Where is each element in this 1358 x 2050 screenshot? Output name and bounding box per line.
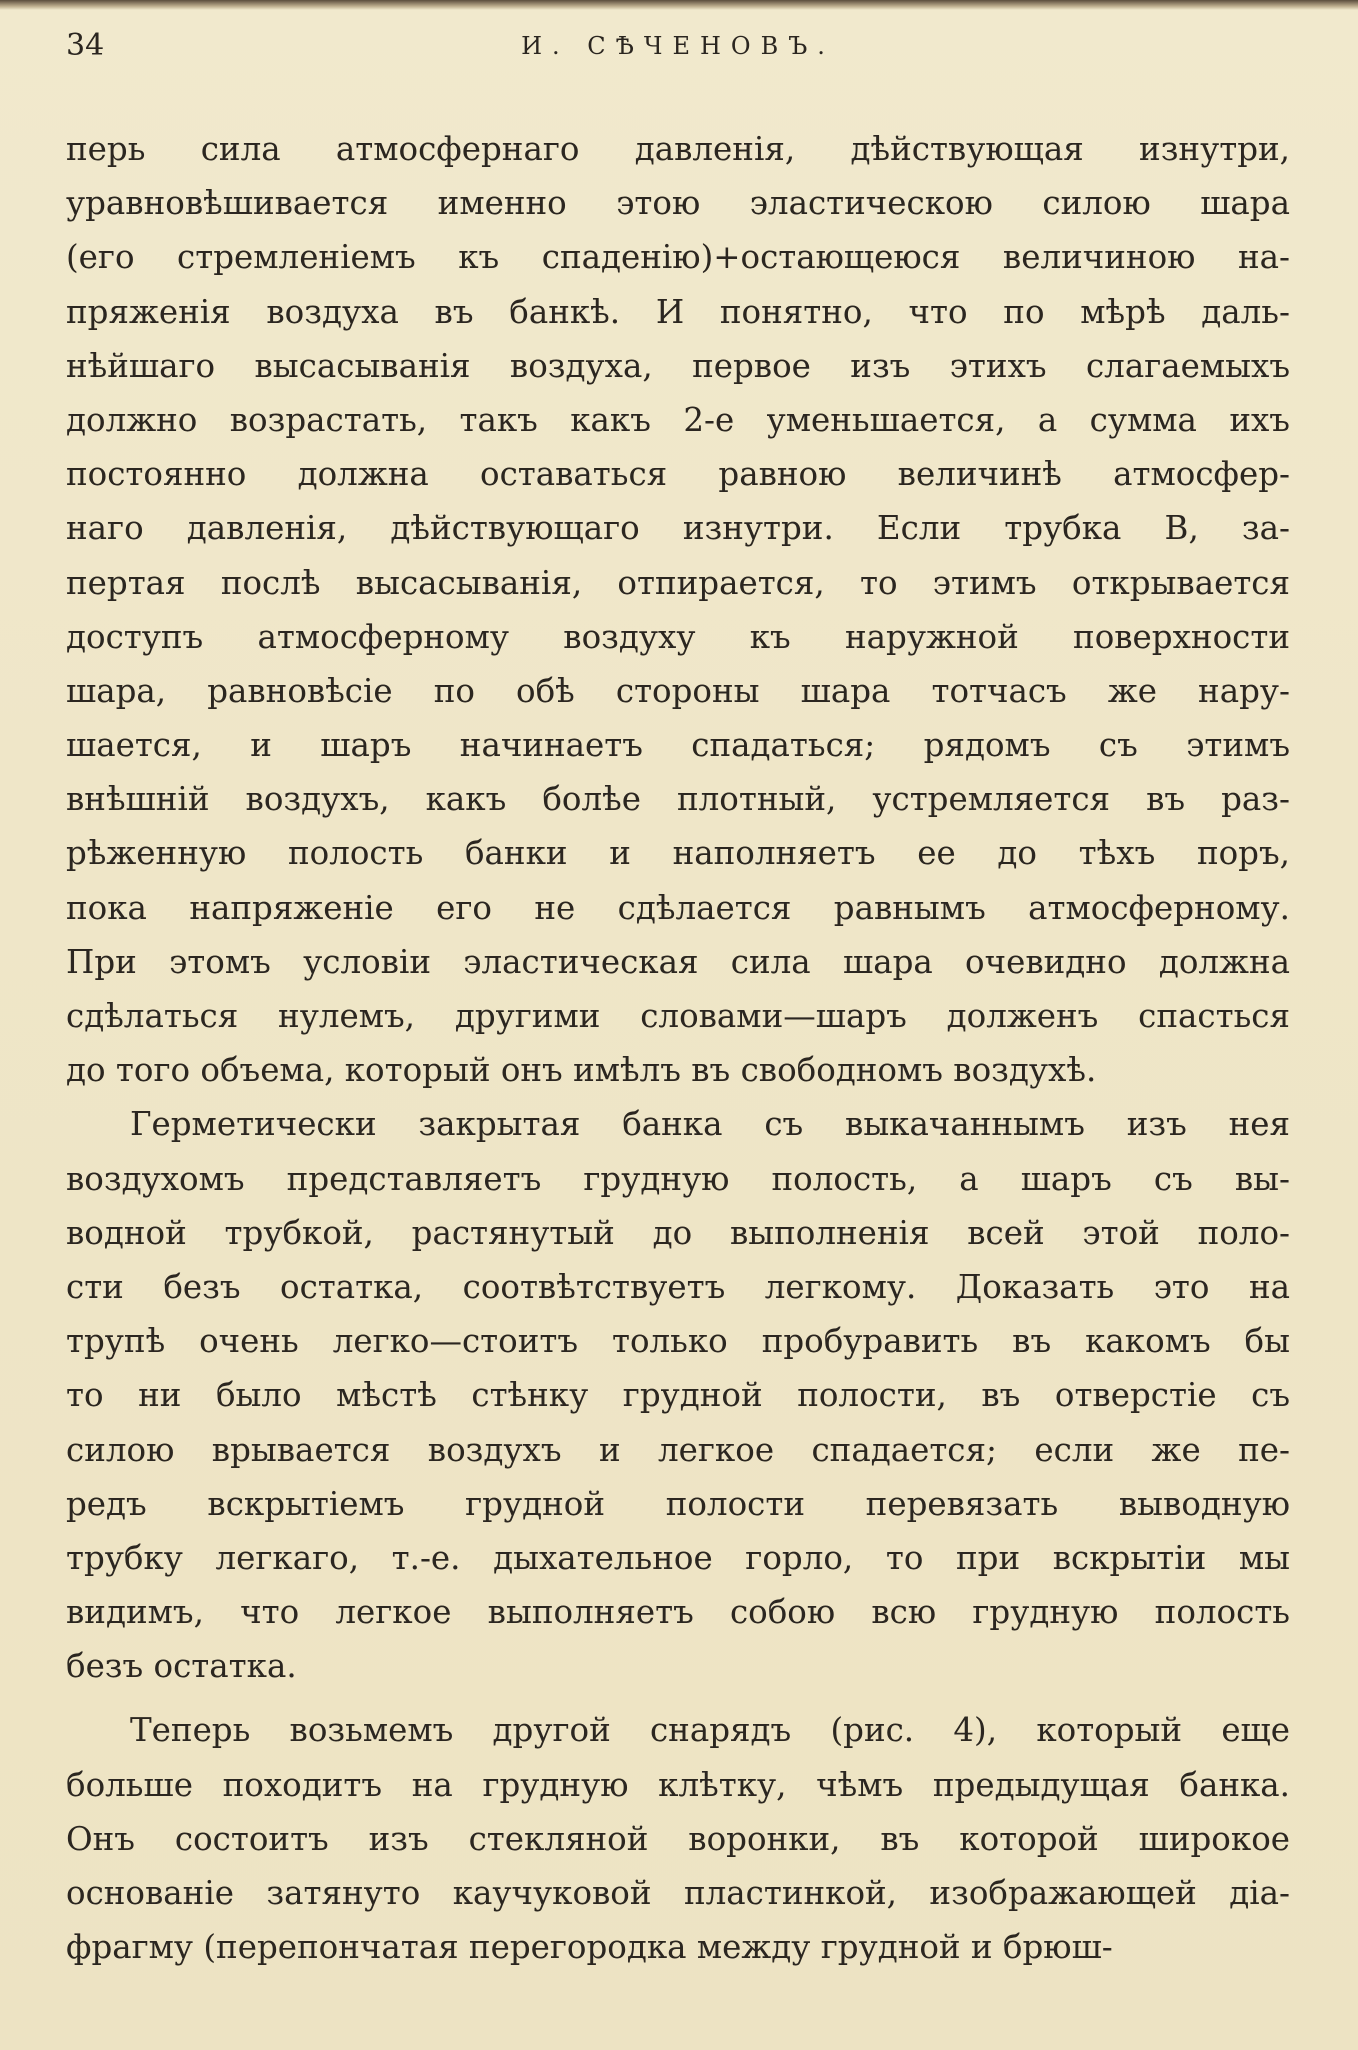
text-line: безъ остатка.	[66, 1647, 297, 1686]
text-line: редъ вскрытіемъ грудной полости перевязать выводную	[66, 1484, 1290, 1523]
text-line: силою врывается воздухъ и легкое спадается; если же пе-	[66, 1430, 1290, 1469]
text-line: Теперь возьмемъ другой снарядъ (рис. 4), который еще	[130, 1711, 1290, 1750]
text-line: сдѣлаться нулемъ, другими словами—шаръ долженъ спасться	[66, 997, 1290, 1035]
text-line: трупѣ очень легко—стоитъ только пробуравить въ какомъ бы	[66, 1322, 1290, 1361]
text-line: шается, и шаръ начинаетъ спадаться; рядомъ съ этимъ	[66, 726, 1290, 765]
text-line: постоянно должна оставаться равною величинѣ атмосфер-	[66, 455, 1290, 494]
text-line: то ни было мѣстѣ стѣнку грудной полости, въ отверстіе съ	[66, 1376, 1290, 1415]
page-top-edge	[0, 0, 1358, 10]
text-line: до того объема, который онъ имѣлъ въ свободномъ воздухѣ.	[66, 1051, 1097, 1090]
text-line: внѣшній воздухъ, какъ болѣе плотный, устремляется въ раз-	[66, 780, 1290, 819]
paragraph	[66, 122, 1290, 1097]
text-line: нѣйшаго высасыванія воздуха, первое изъ этихъ слагаемыхъ	[66, 346, 1290, 385]
text-line: фрагму (перепончатая перегородка между грудной и брюш-	[66, 1928, 1113, 1967]
text-line: пертая послѣ высасыванія, отпирается, то этимъ открывается	[66, 563, 1290, 602]
text-line: перь сила атмосфернаго давленія, дѣйствующая изнутри,	[66, 130, 1290, 168]
text-line: должно возрастать, такъ какъ 2-е уменьшается, а сумма ихъ	[66, 400, 1290, 439]
page-header	[66, 26, 1290, 66]
text-line: шара, равновѣсіе по обѣ стороны шара тотчасъ же нару-	[66, 671, 1290, 710]
text-line: рѣженную полость банки и наполняетъ ее до тѣхъ поръ,	[66, 834, 1290, 873]
paragraph	[66, 1097, 1290, 1693]
text-line: водной трубкой, растянутый до выполненія всей этой поло-	[66, 1213, 1290, 1252]
text-line: трубку легкаго, т.-е. дыхательное горло, то при вскрытіи мы	[66, 1538, 1290, 1577]
paragraph-gap	[66, 1693, 1290, 1703]
text-line: воздухомъ представляетъ грудную полость, а шаръ съ вы-	[66, 1159, 1290, 1198]
text-line: (его стремленіемъ къ спаденію)+остающеюся величиною на-	[66, 238, 1290, 277]
body-text	[66, 122, 1290, 1974]
page-number: 34	[66, 28, 105, 63]
text-line: пряженія воздуха въ банкѣ. И понятно, что по мѣрѣ даль-	[66, 292, 1290, 331]
running-title: И. СѢЧЕНОВЪ.	[521, 32, 835, 60]
text-line: пока напряженіе его не сдѣлается равнымъ атмосферному.	[66, 888, 1290, 927]
text-line: уравновѣшивается именно этою эластическою силою шара	[66, 184, 1290, 223]
text-line: основаніе затянуто каучуковой пластинкой, изображающей діа-	[66, 1874, 1290, 1912]
text-line: наго давленія, дѣйствующаго изнутри. Если трубка В, за-	[66, 509, 1290, 548]
text-line: Герметически закрытая банка съ выкачаннымъ изъ нея	[130, 1105, 1290, 1144]
text-line: сти безъ остатка, соотвѣтствуетъ легкому. Доказать это на	[66, 1267, 1290, 1306]
text-line: При этомъ условіи эластическая сила шара очевидно должна	[66, 942, 1290, 981]
paragraph	[66, 1703, 1290, 1974]
text-line: Онъ состоитъ изъ стекляной воронки, въ которой широкое	[66, 1819, 1290, 1858]
text-line: больше походитъ на грудную клѣтку, чѣмъ предыдущая банка.	[66, 1765, 1290, 1804]
text-line: видимъ, что легкое выполняетъ собою всю грудную полость	[66, 1593, 1290, 1632]
text-line: доступъ атмосферному воздуху къ наружной поверхности	[66, 617, 1290, 656]
